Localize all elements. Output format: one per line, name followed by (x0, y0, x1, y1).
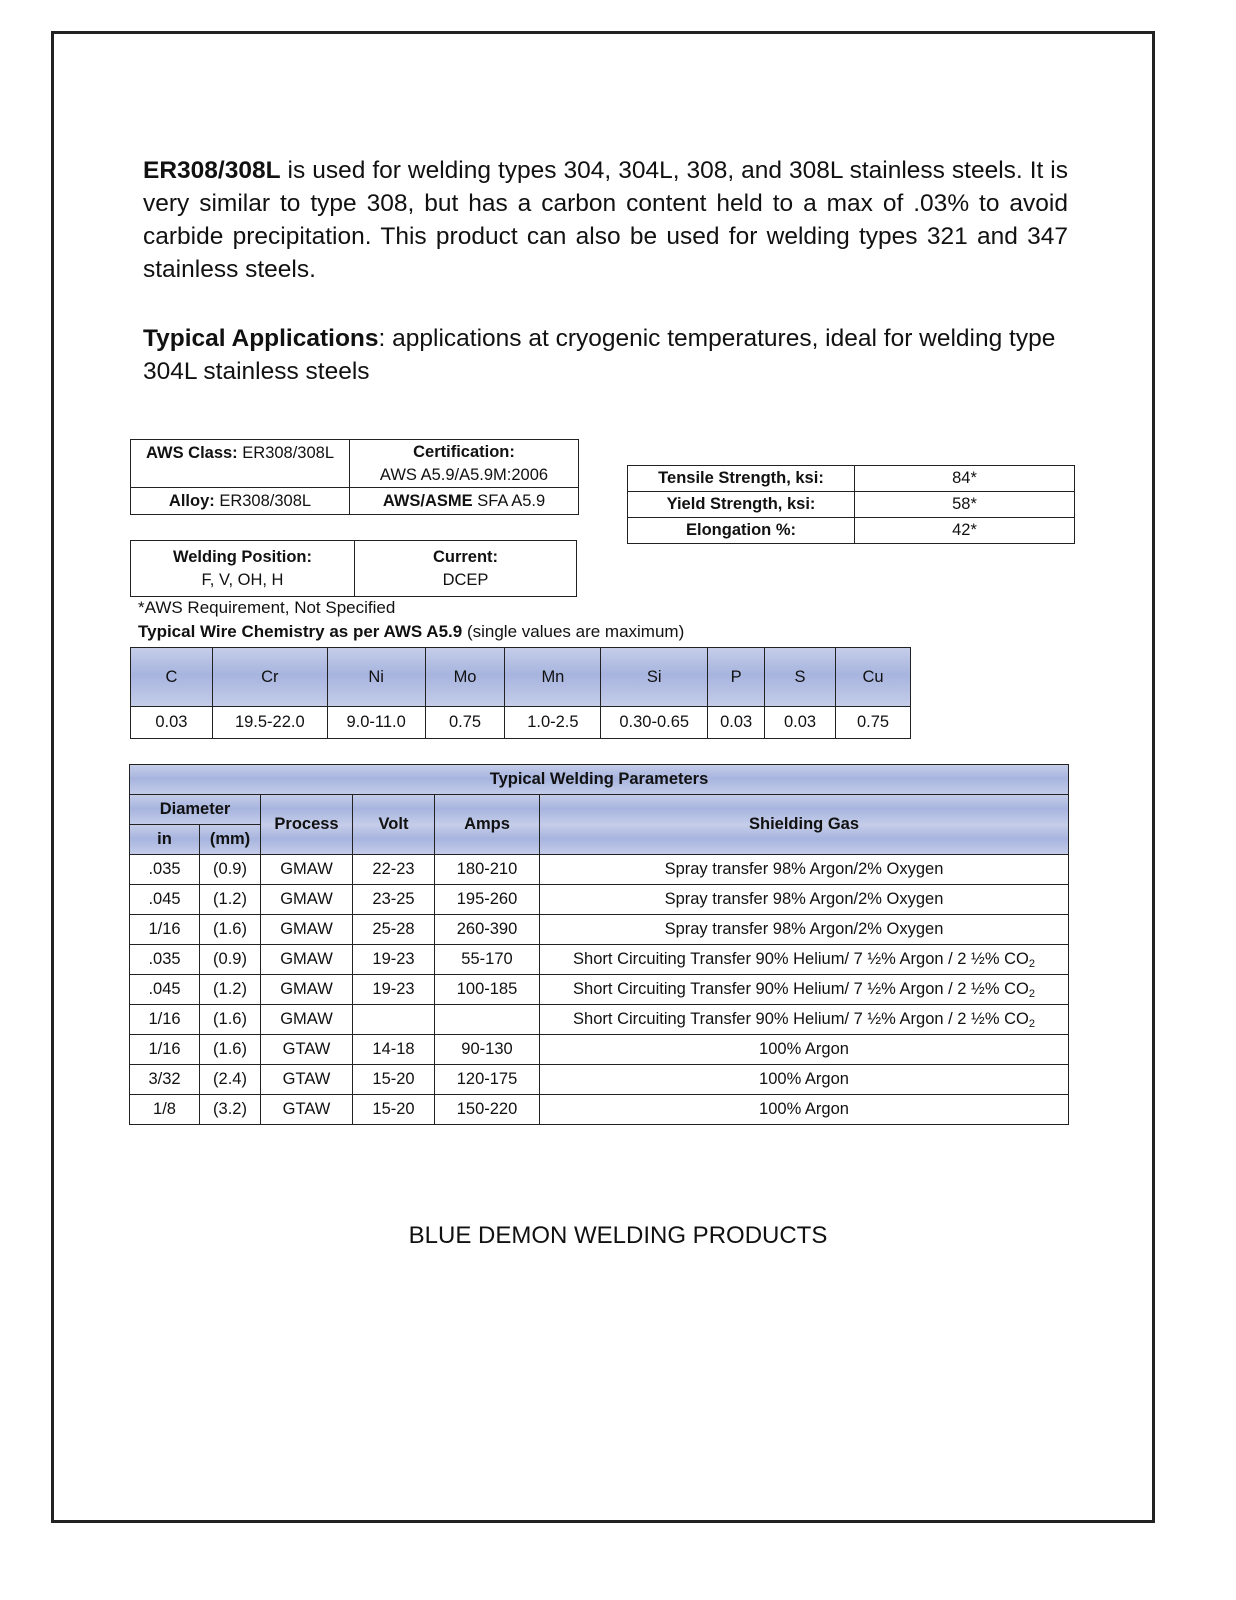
process-text: GMAW (280, 980, 333, 998)
diameter-in-text: 1/16 (148, 1040, 181, 1058)
diameter-in-text: .045 (148, 980, 181, 998)
diameter-mm-cell (200, 1005, 261, 1035)
diameter-mm-text: (0.9) (213, 950, 247, 968)
parameter-row (130, 975, 1069, 1005)
chemistry-title-bold: Typical Wire Chemistry as per AWS A5.9 (138, 622, 463, 641)
product-name: ER308/308L (143, 157, 281, 184)
parameters-title: Typical Welding Parameters (130, 765, 1069, 795)
parameters-body (130, 855, 1069, 1125)
gas-cell (540, 945, 1069, 975)
diameter-mm-cell (200, 1065, 261, 1095)
diameter-in-cell (130, 855, 200, 885)
diameter-in-cell (130, 975, 200, 1005)
elongation-label: Elongation %: (628, 518, 855, 544)
parameter-row (130, 945, 1069, 975)
gas-cell (540, 1005, 1069, 1035)
diameter-in-cell (130, 945, 200, 975)
amps-cell (435, 885, 540, 915)
certification-label: Certification: (413, 442, 515, 461)
asme-cell (350, 488, 579, 515)
chem-value: 0.03 (708, 707, 765, 739)
volt-cell (353, 1005, 435, 1035)
parameter-row (130, 1065, 1069, 1095)
chem-value: 0.75 (836, 707, 911, 739)
diameter-in-text: 1/8 (153, 1100, 176, 1118)
volt-text: 15-20 (372, 1100, 415, 1118)
tensile-label: Tensile Strength, ksi: (628, 466, 855, 492)
process-text: GTAW (282, 1100, 331, 1118)
parameter-row (130, 1005, 1069, 1035)
process-text: GTAW (282, 1040, 331, 1058)
amps-text: 90-130 (461, 1040, 513, 1058)
applications-paragraph (143, 322, 1068, 388)
chem-header: Ni (327, 648, 425, 707)
chem-header: Cu (836, 648, 911, 707)
gas-cell (540, 855, 1069, 885)
requirement-note: *AWS Requirement, Not Specified (138, 598, 396, 617)
diameter-in-text: .045 (148, 890, 181, 908)
co2-subscript: 2 (1028, 1018, 1035, 1030)
aws-class-label: AWS Class: (145, 444, 238, 462)
in-header: in (130, 825, 200, 855)
amps-header: Amps (435, 795, 540, 855)
chem-header: P (708, 648, 765, 707)
diameter-mm-cell (200, 975, 261, 1005)
chemistry-title (138, 622, 684, 642)
diameter-in-cell (130, 1065, 200, 1095)
mm-header: (mm) (200, 825, 261, 855)
chemistry-header-row (131, 648, 911, 707)
diameter-mm-cell (200, 1035, 261, 1065)
volt-cell (353, 915, 435, 945)
chemistry-value-row (131, 707, 911, 739)
gas-cell (540, 1035, 1069, 1065)
amps-cell (435, 975, 540, 1005)
co2-subscript: 2 (1028, 988, 1035, 1000)
chem-header: Cr (212, 648, 327, 707)
current-label: Current: (432, 547, 499, 566)
diameter-mm-text: (1.6) (213, 1040, 247, 1058)
diameter-in-cell (130, 1005, 200, 1035)
process-cell (261, 945, 353, 975)
position-label: Welding Position: (172, 547, 313, 566)
gas-text: Short Circuiting Transfer 90% Helium/ 7 ½% Argon / 2 ½% CO (573, 1010, 1029, 1028)
position-value: F, V, OH, H (201, 570, 284, 589)
process-cell (261, 1065, 353, 1095)
process-cell (261, 1095, 353, 1125)
process-text: GMAW (280, 920, 333, 938)
gas-cell (540, 1095, 1069, 1125)
chem-value: 0.75 (425, 707, 505, 739)
intro-text: is used for welding types 304, 304L, 308, and 308L stainless steels. It is very similar to type 308, but has a carbon content held to a max of .03% to avoid carbide precipitation. This product can also be used for welding types 321 and 347 stainless steels. (143, 157, 1068, 283)
process-cell (261, 915, 353, 945)
position-cell (131, 541, 355, 597)
applications-text: : applications at cryogenic temperatures, ideal for welding type 304L stainless steels (143, 325, 1056, 385)
applications-label: Typical Applications (143, 325, 379, 352)
amps-text: 195-260 (456, 890, 518, 908)
intro-paragraph (143, 154, 1068, 286)
diameter-in-text: .035 (148, 860, 181, 878)
gas-text: Short Circuiting Transfer 90% Helium/ 7 ½% Argon / 2 ½% CO (573, 950, 1029, 968)
volt-text: 22-23 (372, 860, 415, 878)
certification-cell (350, 440, 579, 488)
parameters-table (129, 764, 1069, 1125)
aws-class-value: ER308/308L (237, 444, 335, 462)
diameter-mm-text: (2.4) (213, 1070, 247, 1088)
amps-cell (435, 1065, 540, 1095)
amps-cell (435, 915, 540, 945)
diameter-in-text: 1/16 (148, 1010, 181, 1028)
class-table (130, 439, 579, 515)
amps-cell (435, 945, 540, 975)
diameter-header: Diameter (130, 795, 261, 825)
amps-cell (435, 855, 540, 885)
gas-text: Short Circuiting Transfer 90% Helium/ 7 ½% Argon / 2 ½% CO (573, 980, 1029, 998)
alloy-cell (131, 488, 350, 515)
current-cell (355, 541, 577, 597)
parameters-title-row (130, 765, 1069, 795)
gas-text: Spray transfer 98% Argon/2% Oxygen (664, 920, 944, 938)
co2-subscript: 2 (1028, 958, 1035, 970)
parameter-row (130, 855, 1069, 885)
diameter-in-text: 3/32 (148, 1070, 181, 1088)
position-table (130, 540, 577, 597)
chem-header: Si (601, 648, 708, 707)
process-text: GMAW (280, 890, 333, 908)
parameter-row (130, 1035, 1069, 1065)
volt-cell (353, 975, 435, 1005)
volt-cell (353, 945, 435, 975)
volt-header: Volt (353, 795, 435, 855)
gas-header: Shielding Gas (540, 795, 1069, 855)
volt-cell (353, 1035, 435, 1065)
diameter-mm-cell (200, 885, 261, 915)
process-cell (261, 855, 353, 885)
diameter-mm-cell (200, 1095, 261, 1125)
diameter-in-cell (130, 1095, 200, 1125)
process-cell (261, 1005, 353, 1035)
diameter-mm-text: (1.6) (213, 1010, 247, 1028)
parameter-row (130, 1095, 1069, 1125)
chem-header: C (131, 648, 213, 707)
parameter-row (130, 915, 1069, 945)
alloy-label: Alloy: (168, 491, 215, 510)
elongation-value: 42* (855, 518, 1075, 544)
yield-value: 58* (855, 492, 1075, 518)
diameter-in-cell (130, 1035, 200, 1065)
asme-value: SFA A5.9 (472, 491, 546, 510)
process-header: Process (261, 795, 353, 855)
process-text: GMAW (280, 860, 333, 878)
amps-text: 150-220 (456, 1100, 518, 1118)
volt-cell (353, 1095, 435, 1125)
gas-text: Spray transfer 98% Argon/2% Oxygen (664, 860, 944, 878)
gas-text: 100% Argon (759, 1100, 849, 1118)
strength-table (627, 465, 1075, 544)
volt-text: 19-23 (372, 950, 415, 968)
current-value: DCEP (442, 570, 489, 589)
gas-text: Spray transfer 98% Argon/2% Oxygen (664, 890, 944, 908)
chemistry-table (130, 647, 911, 739)
diameter-mm-cell (200, 855, 261, 885)
gas-cell (540, 975, 1069, 1005)
amps-text: 100-185 (456, 980, 518, 998)
gas-text: 100% Argon (759, 1070, 849, 1088)
diameter-in-cell (130, 915, 200, 945)
alloy-value: ER308/308L (214, 491, 312, 510)
chem-value: 19.5-22.0 (212, 707, 327, 739)
process-cell (261, 1035, 353, 1065)
volt-text: 25-28 (372, 920, 415, 938)
diameter-in-text: .035 (148, 950, 181, 968)
parameters-header-row (130, 795, 1069, 825)
chem-header: Mo (425, 648, 505, 707)
process-text: GTAW (282, 1070, 331, 1088)
chem-value: 1.0-2.5 (505, 707, 601, 739)
chem-value: 0.03 (765, 707, 836, 739)
amps-text: 55-170 (461, 950, 513, 968)
diameter-mm-text: (1.2) (213, 980, 247, 998)
certification-value: AWS A5.9/A5.9M:2006 (379, 465, 549, 484)
diameter-in-text: 1/16 (148, 920, 181, 938)
amps-text: 260-390 (456, 920, 518, 938)
tensile-value: 84* (855, 466, 1075, 492)
gas-cell (540, 915, 1069, 945)
yield-label: Yield Strength, ksi: (628, 492, 855, 518)
asme-label: AWS/ASME (382, 491, 473, 510)
gas-text: 100% Argon (759, 1040, 849, 1058)
diameter-mm-text: (3.2) (213, 1100, 247, 1118)
process-cell (261, 885, 353, 915)
amps-cell (435, 1005, 540, 1035)
amps-cell (435, 1035, 540, 1065)
volt-text: 19-23 (372, 980, 415, 998)
amps-cell (435, 1095, 540, 1125)
volt-text: 23-25 (372, 890, 415, 908)
volt-cell (353, 1065, 435, 1095)
volt-cell (353, 885, 435, 915)
process-text: GMAW (280, 1010, 333, 1028)
chem-header: Mn (505, 648, 601, 707)
diameter-mm-cell (200, 915, 261, 945)
chem-header: S (765, 648, 836, 707)
diameter-mm-text: (0.9) (213, 860, 247, 878)
process-text: GMAW (280, 950, 333, 968)
chem-value: 0.30-0.65 (601, 707, 708, 739)
amps-text: 120-175 (456, 1070, 518, 1088)
chem-value: 9.0-11.0 (327, 707, 425, 739)
chemistry-title-rest: (single values are maximum) (462, 622, 685, 641)
footer-brand: BLUE DEMON WELDING PRODUCTS (408, 1222, 828, 1249)
volt-cell (353, 855, 435, 885)
gas-cell (540, 1065, 1069, 1095)
aws-class-cell (131, 440, 350, 488)
parameter-row (130, 885, 1069, 915)
gas-cell (540, 885, 1069, 915)
chem-value: 0.03 (131, 707, 213, 739)
volt-text: 15-20 (372, 1070, 415, 1088)
diameter-in-cell (130, 885, 200, 915)
volt-text: 14-18 (372, 1040, 415, 1058)
diameter-mm-cell (200, 945, 261, 975)
diameter-mm-text: (1.6) (213, 920, 247, 938)
amps-text: 180-210 (456, 860, 518, 878)
diameter-mm-text: (1.2) (213, 890, 247, 908)
process-cell (261, 975, 353, 1005)
